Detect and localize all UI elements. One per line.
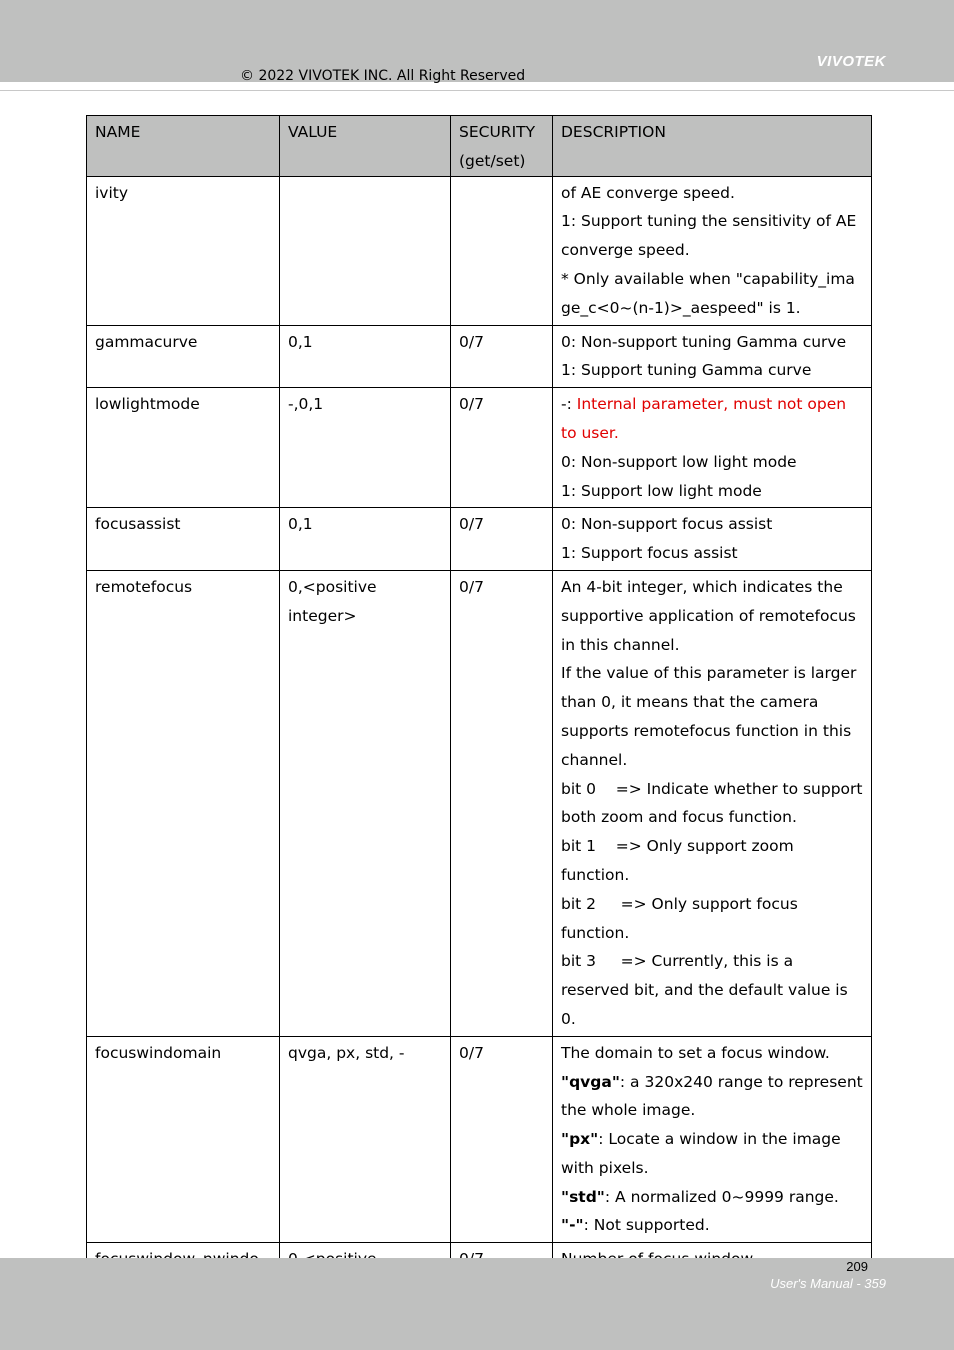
brand-logo: VIVOTEK xyxy=(816,53,886,70)
desc-line: 1: Support focus assist xyxy=(561,544,738,563)
cell-value xyxy=(280,176,451,325)
desc-line: 0: Non-support focus assist xyxy=(561,515,773,534)
desc-line: bit 2 => Only support focus function. xyxy=(561,894,803,942)
cell-name: remotefocus xyxy=(87,570,280,1036)
cell-name: gammacurve xyxy=(87,325,280,388)
desc-line xyxy=(561,1211,863,1240)
desc-line: of AE converge speed. xyxy=(561,183,735,202)
cell-name: focusassist xyxy=(87,508,280,571)
desc-text: : Not supported. xyxy=(583,1216,710,1235)
cell-security: 0/7 xyxy=(451,1036,553,1243)
table-header-row xyxy=(87,116,872,177)
cell-description xyxy=(553,570,872,1036)
internal-parameter-warning: Internal parameter, must not open to user. xyxy=(561,395,847,442)
table-row xyxy=(87,325,872,388)
desc-line xyxy=(561,1183,863,1212)
desc-line: * Only available when "capability_image_c<0~(n-1)>_aespeed" is 1. xyxy=(561,269,855,317)
parameter-table xyxy=(86,115,872,1277)
column-header-value: VALUE xyxy=(280,116,451,177)
desc-prefix: -: xyxy=(561,395,577,414)
cell-description xyxy=(553,388,872,508)
table-row xyxy=(87,176,872,325)
table-row xyxy=(87,1036,872,1243)
column-header-security xyxy=(451,116,553,177)
cell-value: 0,1 xyxy=(280,325,451,388)
desc-line: 0: Non-support tuning Gamma curve xyxy=(561,332,847,351)
cell-name: ivity xyxy=(87,176,280,325)
desc-line: bit 0 => Indicate whether to support both zoom and focus function. xyxy=(561,779,868,827)
desc-line xyxy=(561,1125,863,1183)
desc-line: 0: Non-support low light mode xyxy=(561,452,797,471)
cell-security xyxy=(451,176,553,325)
security-header-label: SECURITY xyxy=(459,123,536,141)
manual-page-label: User's Manual - 359 xyxy=(770,1276,886,1291)
header-divider xyxy=(0,90,954,91)
desc-line: 1: Support tuning the sensitivity of AE converge speed. xyxy=(561,212,857,260)
security-header-sub: (get/set) xyxy=(459,151,526,170)
table-row xyxy=(87,388,872,508)
cell-description xyxy=(553,508,872,571)
cell-value: qvga, px, std, - xyxy=(280,1036,451,1243)
desc-line: The domain to set a focus window. xyxy=(561,1043,830,1062)
column-header-name: NAME xyxy=(87,116,280,177)
cell-value: 0,<positive integer> xyxy=(280,570,451,1036)
cell-security: 0/7 xyxy=(451,508,553,571)
footer-band xyxy=(0,1258,954,1350)
desc-line: bit 1 => Only support zoom function. xyxy=(561,837,799,884)
cell-description xyxy=(553,325,872,388)
cell-name: focuswindomain xyxy=(87,1036,280,1243)
desc-key: "qvga" xyxy=(561,1072,620,1091)
desc-line: If the value of this parameter is larger than 0, it means that the camera supports remotefocus function in this channel. xyxy=(561,664,857,769)
desc-text: : A normalized 0~9999 range. xyxy=(604,1187,839,1206)
cell-value: 0,1 xyxy=(280,508,451,571)
desc-key: "std" xyxy=(561,1187,605,1206)
desc-line: An 4-bit integer, which indicates the supportive application of remotefocus in this channel. xyxy=(561,577,856,654)
copyright-notice: © 2022 VIVOTEK INC. All Right Reserved xyxy=(240,68,526,84)
desc-line: 1: Support tuning Gamma curve xyxy=(561,361,812,380)
column-header-description: DESCRIPTION xyxy=(553,116,872,177)
desc-text: : a 320x240 range to represent the whole image. xyxy=(561,1072,863,1120)
cell-description xyxy=(553,176,872,325)
desc-line xyxy=(561,390,863,448)
table-row xyxy=(87,508,872,571)
table-row xyxy=(87,570,872,1036)
desc-key: "-" xyxy=(561,1216,584,1235)
desc-line: 1: Support low light mode xyxy=(561,481,762,500)
cell-value: -,0,1 xyxy=(280,388,451,508)
cell-description xyxy=(553,1036,872,1243)
desc-line: bit 3 => Currently, this is a reserved bit, and the default value is 0. xyxy=(561,952,853,1028)
page-number: 209 xyxy=(846,1259,868,1274)
cell-security: 0/7 xyxy=(451,325,553,388)
cell-name: lowlightmode xyxy=(87,388,280,508)
desc-text: : Locate a window in the image with pixels. xyxy=(561,1130,841,1177)
cell-security: 0/7 xyxy=(451,388,553,508)
desc-line xyxy=(561,1068,863,1126)
cell-security: 0/7 xyxy=(451,570,553,1036)
desc-key: "px" xyxy=(561,1130,599,1149)
